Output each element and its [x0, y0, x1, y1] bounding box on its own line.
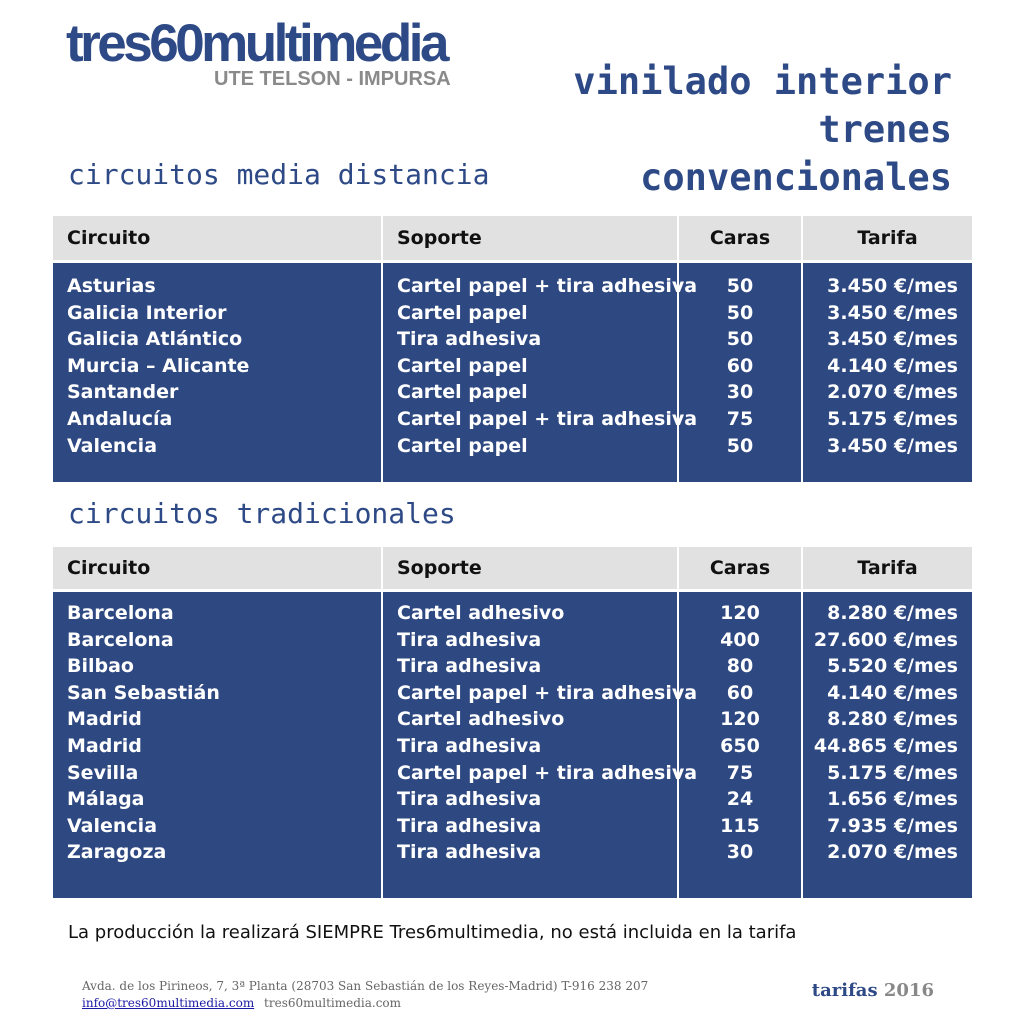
cell-caras: 60 — [726, 681, 754, 704]
email-link[interactable]: info@tres60multimedia.com — [82, 996, 255, 1010]
tarifas-year: 2016 — [883, 980, 934, 1001]
cell-caras: 30 — [726, 841, 754, 864]
cell-caras: 650 — [720, 734, 760, 757]
cell-tarifa: 3.450 €/mes — [827, 328, 958, 351]
cell-caras: 50 — [726, 328, 754, 351]
title-line-2: trenes — [818, 108, 952, 151]
footer-tarifas-label — [812, 980, 934, 1001]
table-body — [53, 263, 972, 482]
cell-caras: 30 — [726, 381, 754, 404]
cell-tarifa: 7.935 €/mes — [827, 814, 958, 837]
table-body — [53, 592, 972, 898]
cell-soporte: Cartel papel — [397, 381, 528, 404]
cell-soporte: Cartel papel + tira adhesiva — [397, 275, 698, 297]
cell-circuito: Valencia — [67, 814, 158, 837]
cell-tarifa: 2.070 €/mes — [827, 841, 958, 864]
cell-tarifa: 3.450 €/mes — [827, 434, 958, 457]
logo-subtitle: UTE TELSON - IMPURSA — [214, 68, 451, 90]
table-header-row — [53, 216, 972, 260]
column-caras — [679, 263, 803, 482]
cell-soporte: Tira adhesiva — [397, 841, 542, 864]
cell-tarifa: 3.450 €/mes — [827, 275, 958, 297]
cell-soporte: Cartel adhesivo — [397, 602, 565, 624]
cell-soporte: Tira adhesiva — [397, 734, 542, 757]
section-title-media-distancia: circuitos media distancia — [68, 158, 490, 191]
cell-circuito: Zaragoza — [67, 841, 167, 864]
production-note: La producción la realizará SIEMPRE Tres6multimedia, no está incluida en la tarifa — [68, 922, 797, 943]
cell-caras: 120 — [720, 602, 760, 624]
table-media-distancia — [53, 216, 972, 482]
cell-circuito: Barcelona — [67, 628, 174, 651]
cell-circuito: Madrid — [67, 734, 142, 757]
cell-caras: 50 — [726, 434, 754, 457]
cell-tarifa: 5.520 €/mes — [827, 655, 958, 678]
header-circuito: Circuito — [53, 216, 383, 260]
cell-tarifa: 5.175 €/mes — [827, 407, 958, 430]
table-header-row — [53, 547, 972, 589]
header-soporte: Soporte — [383, 547, 679, 589]
cell-caras: 80 — [726, 655, 754, 678]
cell-soporte: Cartel papel + tira adhesiva — [397, 761, 698, 784]
cell-caras: 120 — [720, 708, 760, 731]
cell-tarifa: 1.656 €/mes — [827, 788, 958, 811]
cell-tarifa: 44.865 €/mes — [813, 734, 958, 757]
tarifas-label: tarifas — [811, 980, 878, 1001]
cell-soporte: Cartel adhesivo — [397, 708, 565, 731]
cell-soporte: Tira adhesiva — [397, 655, 542, 678]
cell-tarifa: 27.600 €/mes — [813, 628, 958, 651]
cell-soporte: Tira adhesiva — [397, 328, 542, 351]
logo-wordmark: tres60multimedia — [66, 14, 446, 73]
page-title — [492, 58, 952, 202]
cell-caras: 75 — [726, 407, 754, 430]
cell-soporte: Cartel papel — [397, 301, 528, 324]
cell-caras: 50 — [726, 301, 754, 324]
section-title-tradicionales: circuitos tradicionales — [68, 497, 456, 530]
footer-address: Avda. de los Pirineos, 7, 3ª Planta (28703 San Sebastián de los Reyes-Madrid) T-916 238 207 — [82, 979, 649, 993]
header-caras: Caras — [679, 216, 803, 260]
cell-circuito: Málaga — [67, 788, 145, 811]
header-caras: Caras — [679, 547, 803, 589]
header-tarifa: Tarifa — [857, 557, 918, 579]
column-tarifa — [803, 592, 972, 898]
cell-soporte: Cartel papel — [397, 434, 528, 457]
cell-circuito: San Sebastián — [67, 681, 220, 704]
cell-caras: 50 — [726, 275, 754, 297]
column-caras — [679, 592, 803, 898]
cell-soporte: Tira adhesiva — [397, 814, 542, 837]
column-soporte — [383, 592, 698, 898]
company-logo — [66, 14, 486, 90]
column-tarifa — [803, 263, 972, 482]
cell-tarifa: 8.280 €/mes — [827, 708, 958, 731]
cell-caras: 115 — [720, 814, 760, 837]
cell-caras: 75 — [726, 761, 754, 784]
cell-tarifa: 4.140 €/mes — [827, 681, 958, 704]
cell-soporte: Tira adhesiva — [397, 628, 542, 651]
cell-circuito: Sevilla — [67, 761, 139, 784]
website-text: tres60multimedia.com — [264, 996, 402, 1010]
cell-tarifa: 8.280 €/mes — [827, 602, 958, 624]
cell-circuito: Barcelona — [67, 602, 174, 624]
cell-circuito: Andalucía — [67, 407, 173, 430]
header-soporte: Soporte — [383, 216, 679, 260]
column-soporte — [383, 263, 698, 482]
cell-soporte: Cartel papel + tira adhesiva — [397, 681, 698, 704]
table-tradicionales — [53, 547, 972, 898]
title-line-1: vinilado interior — [573, 60, 952, 103]
cell-tarifa: 4.140 €/mes — [827, 354, 958, 377]
cell-caras: 400 — [720, 628, 760, 651]
header-circuito: Circuito — [53, 547, 383, 589]
column-circuito — [53, 592, 383, 898]
cell-circuito: Galicia Atlántico — [67, 328, 243, 351]
footer-links — [82, 996, 401, 1010]
cell-caras: 60 — [726, 354, 754, 377]
cell-circuito: Galicia Interior — [67, 301, 227, 324]
cell-circuito: Murcia – Alicante — [67, 354, 250, 377]
header-tarifa: Tarifa — [857, 227, 918, 249]
cell-soporte: Cartel papel + tira adhesiva — [397, 407, 698, 430]
cell-tarifa: 5.175 €/mes — [827, 761, 958, 784]
cell-tarifa: 2.070 €/mes — [827, 381, 958, 404]
cell-tarifa: 3.450 €/mes — [827, 301, 958, 324]
cell-circuito: Asturias — [67, 275, 156, 297]
column-circuito — [53, 263, 383, 482]
title-line-3: convencionales — [640, 156, 952, 199]
cell-soporte: Tira adhesiva — [397, 788, 542, 811]
cell-caras: 24 — [726, 788, 754, 811]
cell-circuito: Bilbao — [67, 655, 134, 678]
cell-circuito: Santander — [67, 381, 179, 404]
cell-circuito: Valencia — [67, 434, 158, 457]
cell-circuito: Madrid — [67, 708, 142, 731]
cell-soporte: Cartel papel — [397, 354, 528, 377]
